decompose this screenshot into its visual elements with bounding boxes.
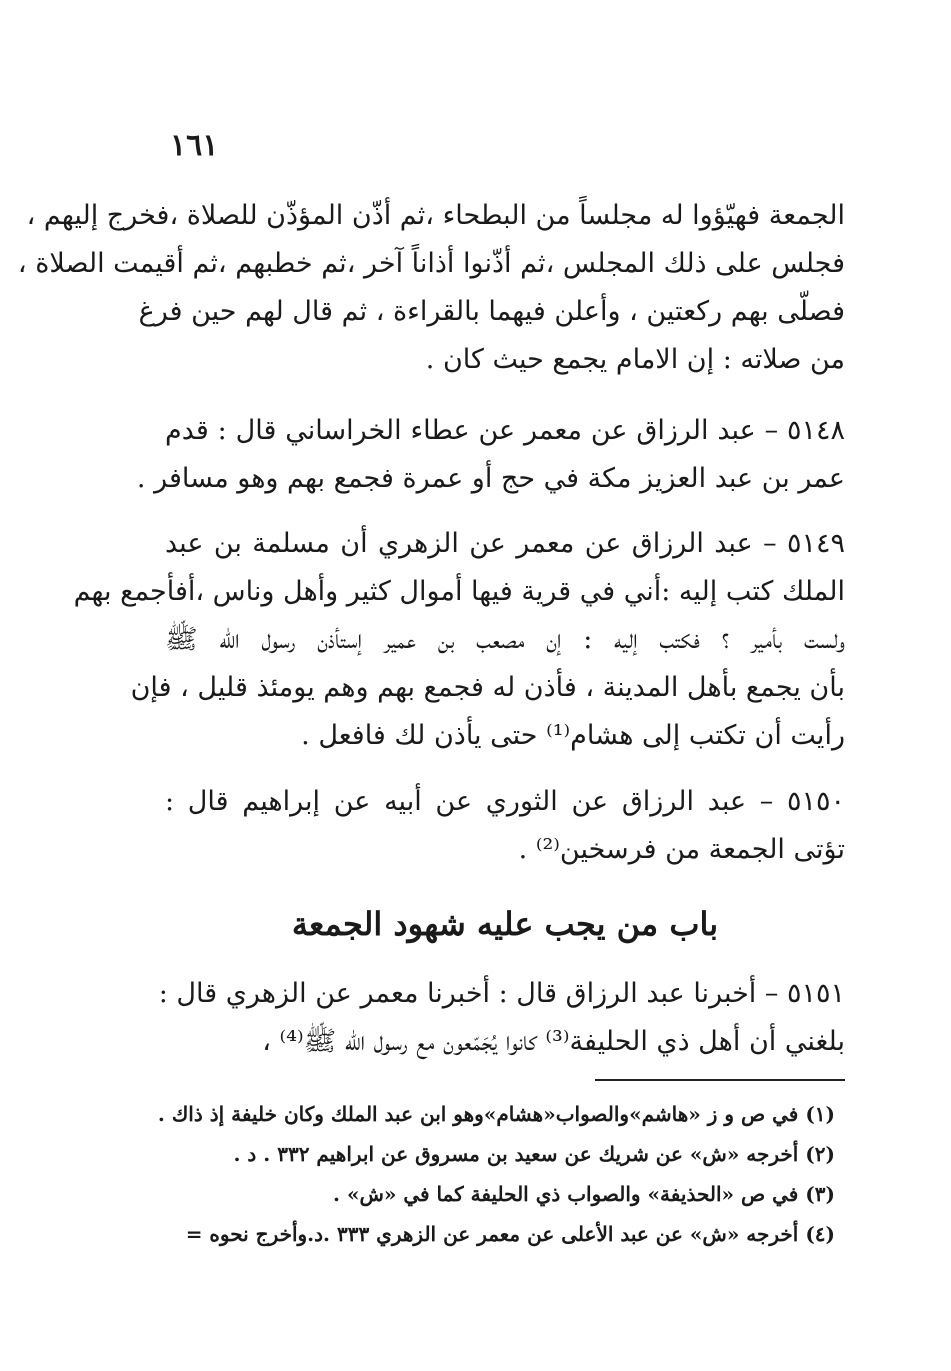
paragraph-continued xyxy=(17,192,845,384)
footnote-1: (١) في ص و ز «هاشم»والصواب«هشام»وهو ابن عبد الملك وكان خليفة إذ ذاك . xyxy=(157,1102,835,1126)
text-line: ٥١٥٠ – عبد الرزاق عن الثوري عن أبيه عن إبراهيم قال : xyxy=(165,786,845,817)
footnote-4: (٤) أخرجه «ش» عن عبد الأعلى عن معمر عن الزهري ٣٣٣ .د.وأخرج نحوه = xyxy=(185,1222,835,1246)
text-line: من صلاته : إن الامام يجمع حيث كان . xyxy=(425,344,845,375)
footnote-divider xyxy=(595,1079,845,1081)
text-line: بلغني أن أهل ذي الحليفة⁽³⁾ كانوا يُجَمّعون مع رسول الله ﷺ⁽⁴⁾ ، xyxy=(262,1026,845,1057)
text-line: ٥١٤٩ – عبد الرزاق عن معمر عن الزهري أن مسلمة بن عبد xyxy=(165,528,845,559)
footnote-2: (٢) أخرجه «ش» عن شريك عن سعيد بن مسروق عن ابراهيم ٣٣٢ . د . xyxy=(233,1142,835,1166)
hadith-5150 xyxy=(165,778,845,874)
text-line: الجمعة فهيّؤوا له مجلساً من البطحاء ،ثم أذّن المؤذّن للصلاة ،فخرج إليهم ، xyxy=(26,200,845,231)
text-line: عمر بن عبد العزيز مكة في حج أو عمرة فجمع بهم وهو مسافر . xyxy=(136,463,845,494)
page-number: ١٦١ xyxy=(170,128,219,163)
text-line: ٥١٥١ – أخبرنا عبد الرزاق قال : أخبرنا معمر عن الزهري قال : xyxy=(158,978,845,1009)
text-line: فصلّى بهم ركعتين ، وأعلن فيهما بالقراءة ، ثم قال لهم حين فرغ xyxy=(138,296,845,327)
chapter-heading: باب من يجب عليه شهود الجمعة xyxy=(291,905,719,943)
hadith-5148 xyxy=(136,407,845,503)
text-line: بأن يجمع بأهل المدينة ، فأذن له فجمع بهم وهم يومئذ قليل ، فإن xyxy=(130,672,845,703)
text-line: رأيت أن تكتب إلى هشام⁽¹⁾ حتى يأذن لك فافعل . xyxy=(301,720,845,751)
text-line: تؤتى الجمعة من فرسخين⁽²⁾ . xyxy=(518,834,845,865)
text-line: ٥١٤٨ – عبد الرزاق عن معمر عن عطاء الخراساني قال : قدم xyxy=(165,415,845,446)
text-line: ولست بأمير ؟ فكتب إليه : إن مصعب بن عمير إستأذن رسول الله ﷺ xyxy=(165,624,845,655)
text-line: الملك كتب إليه :أني في قرية فيها أموال كثير وأهل وناس ،أفأجمع بهم xyxy=(73,576,845,607)
hadith-5151 xyxy=(158,970,845,1066)
hadith-5149 xyxy=(73,520,845,760)
text-line: فجلس على ذلك المجلس ،ثم أذّنوا أذاناً آخر ،ثم خطبهم ،ثم أقيمت الصلاة ، xyxy=(17,248,845,279)
footnote-3: (٣) في ص «الحذيفة» والصواب ذي الحليفة كما في «ش» . xyxy=(333,1182,835,1206)
